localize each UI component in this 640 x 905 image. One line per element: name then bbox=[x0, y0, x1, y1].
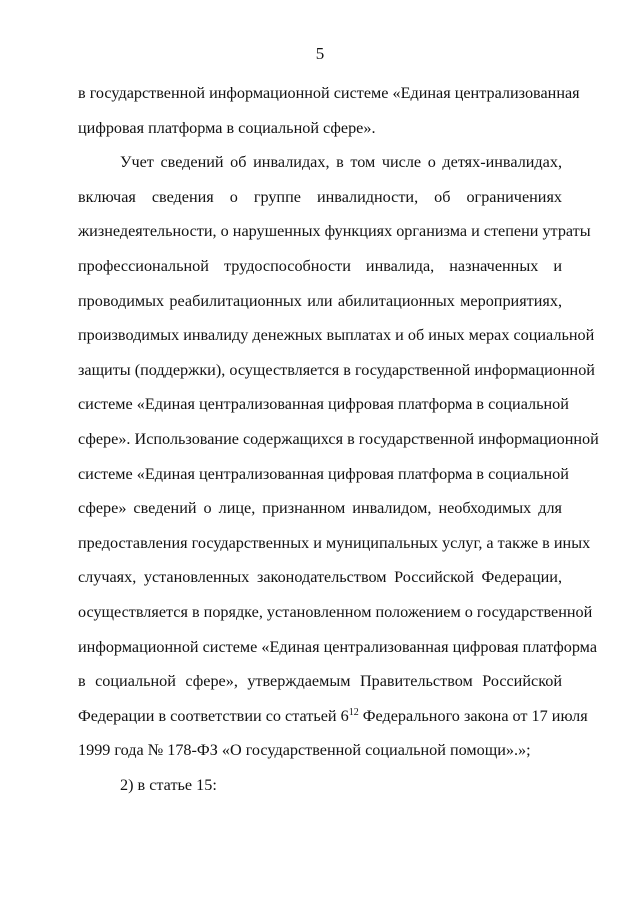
text-fragment: Федерального закона от 17 июля bbox=[358, 706, 588, 725]
text-line: 1999 года № 178-ФЗ «О государственной социальной помощи».»; bbox=[78, 741, 531, 760]
text-line: информационной системе «Единая централизованная цифровая платформа bbox=[78, 637, 598, 656]
text-line: случаях, установленных законодательством Российской Федерации, bbox=[78, 568, 562, 587]
text-line: цифровая платформа в социальной сфере». bbox=[78, 118, 376, 137]
text-line: сфере». Использование содержащихся в государственной информационной bbox=[78, 429, 599, 448]
text-line-with-footnote bbox=[78, 699, 588, 734]
text-line: сфере» сведений о лице, признанном инвалидом, необходимых для bbox=[78, 499, 562, 518]
document-body bbox=[78, 76, 599, 802]
text-line: Учет сведений об инвалидах, в том числе о детях-инвалидах, bbox=[120, 153, 562, 172]
text-line: системе «Единая централизованная цифровая платформа в социальной bbox=[78, 395, 569, 414]
text-line: 2) в статье 15: bbox=[120, 775, 217, 794]
text-line: системе «Единая централизованная цифровая платформа в социальной bbox=[78, 464, 569, 483]
text-line: в государственной информационной системе «Единая централизованная bbox=[78, 84, 580, 102]
page-number: 5 bbox=[315, 44, 325, 63]
text-line: проводимых реабилитационных или абилитационных мероприятиях, bbox=[78, 291, 562, 310]
text-line: в социальной сфере», утверждаемым Правительством Российской bbox=[78, 672, 562, 691]
text-line: предоставления государственных и муниципальных услуг, а также в иных bbox=[78, 533, 591, 552]
text-line: защиты (поддержки), осуществляется в государственной информационной bbox=[78, 360, 595, 379]
text-line: профессиональной трудоспособности инвалида, назначенных и bbox=[78, 256, 562, 275]
text-fragment: Федерации в соответствии со статьей 6 bbox=[78, 706, 349, 725]
text-line: производимых инвалиду денежных выплатах и об иных мерах социальной bbox=[78, 326, 595, 345]
text-line: осуществляется в порядке, установленном положением о государственной bbox=[78, 602, 593, 621]
superscript-number: 12 bbox=[348, 706, 359, 718]
text-line: жизнедеятельности, о нарушенных функциях организма и степени утраты bbox=[78, 222, 591, 241]
text-line: включая сведения о группе инвалидности, об ограничениях bbox=[78, 187, 562, 206]
